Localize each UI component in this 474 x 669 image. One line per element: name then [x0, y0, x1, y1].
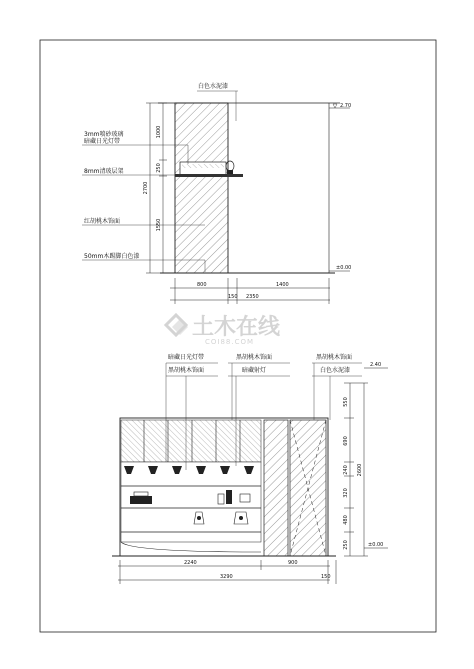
top-dim-h-left: 800	[197, 282, 207, 288]
bottom-dim-v-5: 480	[343, 515, 349, 525]
top-dim-v-mid: 250	[156, 163, 162, 173]
top-label-wood-finish: 红胡桃木饰面	[84, 218, 121, 225]
bottom-dim-h-right: 900	[288, 560, 298, 566]
top-label-glass: 3mm喷砂玻璃	[84, 131, 124, 138]
door-panel-left	[264, 420, 288, 556]
svg-text:±0.00: ±0.00	[368, 542, 384, 548]
glazed-panels	[121, 420, 261, 462]
bottom-dim-v-2: 690	[343, 436, 349, 446]
bottom-label-white-paint: 白色水泥漆	[320, 367, 351, 374]
top-label-shelf: 8mm清玻层架	[84, 168, 124, 175]
bottom-level-top	[364, 362, 388, 368]
top-dim-v-total: 2700	[143, 181, 149, 195]
bottom-dim-h-left: 2240	[184, 560, 197, 566]
top-elevation	[82, 82, 351, 304]
bottom-dim-h-edge: 150	[321, 574, 331, 580]
watermark	[166, 314, 281, 346]
bottom-dim-v-total: 2600	[357, 463, 363, 477]
bottom-level-floor	[364, 542, 388, 548]
top-label-top-material: 白色水泥漆	[198, 83, 229, 90]
base-curve	[121, 542, 261, 552]
bottom-label-lamp: 暗藏日光灯带	[168, 354, 205, 361]
bottom-dim-v-1: 550	[343, 397, 349, 407]
bottom-dim-v-3: 240	[343, 465, 349, 475]
top-dim-v-bottom: 1550	[156, 218, 162, 232]
top-label-lamp: 暗藏日光灯带	[84, 138, 121, 145]
top-label-skirting: 50mm木踢脚白色漆	[84, 253, 140, 260]
top-dim-v-top: 1000	[156, 125, 162, 139]
bottom-label-walnut-2: 黑胡桃木饰面	[236, 354, 273, 361]
top-shelf	[175, 174, 243, 177]
bottom-label-walnut-3: 黑胡桃木饰面	[316, 354, 353, 361]
top-glass-panel	[182, 164, 224, 168]
svg-text:±0.00: ±0.00	[336, 265, 352, 271]
bottom-elevation	[112, 353, 388, 584]
top-hatched-column	[175, 103, 228, 273]
bottom-label-walnut-1: 黑胡桃木饰面	[168, 367, 205, 374]
svg-text:2.70: 2.70	[340, 103, 352, 109]
bottom-dim-h-total: 3290	[220, 574, 233, 580]
top-level-top	[329, 103, 351, 109]
watermark-sub: COI88.COM	[205, 338, 255, 346]
watermark-logo-icon	[166, 315, 188, 335]
watermark-main: 土木在线	[192, 315, 281, 340]
bottom-dim-v-6: 250	[343, 540, 349, 550]
top-dim-h-right: 1400	[276, 282, 289, 288]
bottom-dim-v-4: 320	[343, 488, 349, 498]
top-dim-h-total: 2350	[246, 294, 259, 300]
svg-text:2.40: 2.40	[370, 362, 382, 368]
top-dim-h-left2: 150	[228, 294, 238, 300]
top-level-floor	[329, 265, 351, 271]
bottom-label-spotlight: 暗藏射灯	[242, 367, 267, 374]
